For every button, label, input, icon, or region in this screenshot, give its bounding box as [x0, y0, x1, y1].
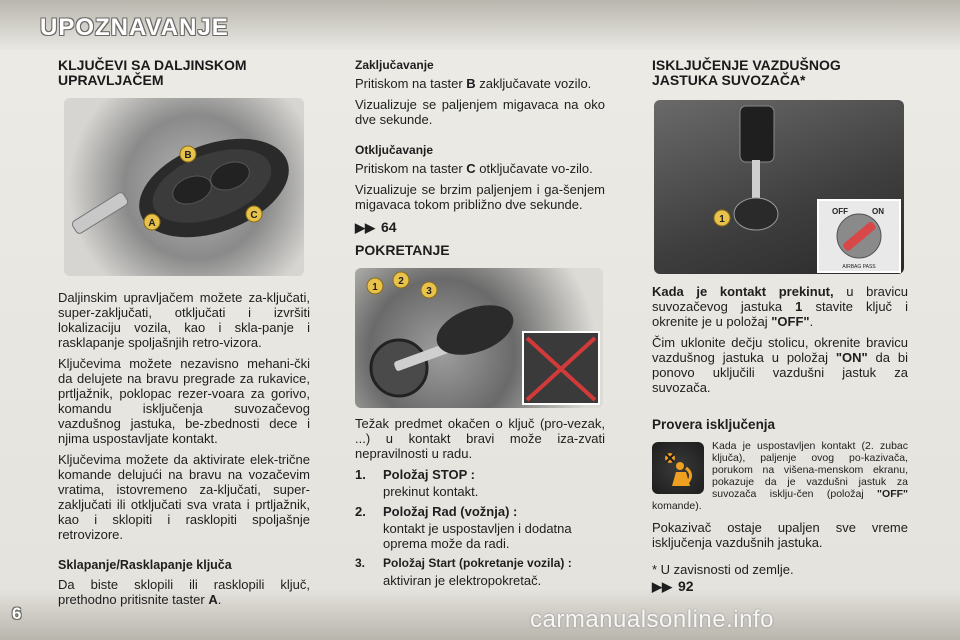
page-number: 6: [12, 604, 22, 623]
section-title-airbag: ISKLJUČENJE VAZDUŠNOG JASTUKA SUVOZAČA*: [652, 57, 841, 88]
ignition-label-3: 3: [426, 286, 432, 297]
check-block: [652, 440, 908, 512]
position-list: [355, 467, 605, 588]
key-label-a: A: [148, 218, 156, 229]
remote-key-illustration: [64, 98, 304, 276]
check-title: Provera isključenja: [652, 417, 776, 432]
lock-text: Pritiskom na taster B zaključavate vozilo.: [355, 76, 592, 91]
airbag-switch-photo: [654, 100, 904, 274]
position-item-1: 1. Položaj STOP :: [355, 467, 475, 482]
key-label-c: C: [250, 210, 258, 221]
airbag-paragraph-3: Pokazivač ostaje upaljen sve vreme isključenja vazdušnih jastuka.: [652, 520, 908, 550]
column-lock-start: [355, 58, 605, 588]
fold-text: Da biste sklopili ili rasklopili ključ, prethodno pritisnite taster A.: [58, 577, 310, 607]
page-title: UPOZNAVANJE: [40, 14, 229, 41]
double-arrow-icon: ▶▶: [355, 220, 375, 235]
unlock-text: Pritiskom na taster C otključavate vo-zilo.: [355, 161, 593, 176]
double-arrow-icon: ▶▶: [652, 579, 672, 594]
ignition-illustration: [355, 268, 603, 408]
keys-paragraph-3: Ključevima možete da aktivirate elek-trične komande delujući na bravu na vozačevim vratima, istovremeno za-ključati, super-zaključati ili otključati sva vrata i prtljažnik, kao i sklopiti i rasklopiti spoljašnje retrovizore.: [58, 452, 310, 542]
keys-paragraph-1: Daljinskim upravljačem možete za-ključati, super-zaključati, otključati i izvršiti lokalizaciju vozila, kao i skla-panje i rasklapanje spoljašnjih retro-vizora.: [58, 290, 310, 350]
position-desc-2: kontakt je uspostavljen i dodatna oprema može da radi.: [383, 521, 572, 551]
switch-off-label: OFF: [832, 207, 848, 216]
airbag-paragraph-2: Čim uklonite dečju stolicu, okrenite bravicu vazdušnog jastuka u položaj "ON" da bi ponovo uključili vazdušni jastuk za suvozača.: [652, 335, 908, 395]
column-airbag: [652, 58, 908, 594]
airbag-paragraph-1: Kada je kontakt prekinut, u bravicu suvozačevog jastuka 1 stavite ključ i okrenite je u položaj "OFF".: [652, 284, 909, 329]
section-title-keys: KLJUČEVI SA DALJINSKOM UPRAVLJAČEM: [58, 57, 247, 88]
position-item-2: 2. Položaj Rad (vožnja) :: [355, 504, 518, 519]
fold-key-label: A: [208, 592, 218, 607]
switch-on-label: ON: [872, 207, 884, 216]
position-item-3: 3. Položaj Start (pokretanje vozila) :: [355, 556, 572, 570]
watermark-text: carmanualsonline.info: [530, 606, 774, 633]
airbag-switch-illustration: [654, 100, 904, 274]
fold-title: Sklapanje/Rasklapanje ključa: [58, 558, 232, 572]
check-text: Kada je uspostavljen kontakt (2. zubac ključa), paljenje ovog po-kazivača, porukom na višena-menskom ekranu, pokazuje da je vazdušni jastuk za suvozača isklju-čen (položaj "OFF" komande).: [652, 440, 908, 512]
ignition-label-2: 2: [398, 276, 404, 287]
airbag-photo-label-1: 1: [719, 214, 725, 225]
lock-key-label: B: [466, 76, 476, 91]
airbag-off-warning-icon: [652, 442, 704, 494]
ignition-photo: [355, 268, 603, 408]
start-text: Težak predmet okačen o ključ (pro-vezak, ...) u kontakt bravi može iza-zvati nepravilnosti u radu.: [355, 416, 605, 461]
unlock-title: Otključavanje: [355, 143, 434, 157]
unlock-text-2: Vizualizuje se brzim paljenjem i ga-šenjem migavaca tokom približno dve sekunde.: [355, 182, 605, 212]
lock-title: Zaključavanje: [355, 58, 434, 72]
position-desc-3: aktiviran je elektropokretač.: [383, 573, 542, 588]
footnote: * U zavisnosti od zemlje.: [652, 562, 794, 577]
key-photo: [64, 98, 304, 276]
start-title: POKRETANJE: [355, 242, 450, 258]
lock-text-2: Vizualizuje se paljenjem migavaca na oko dve sekunde.: [355, 97, 605, 127]
page-reference-92[interactable]: ▶▶ 92: [652, 578, 694, 594]
keys-paragraph-2: Ključevima možete nezavisno mehani-čki da delujete na bravu pregrade za rukavice, prtljažnik, poklopac rezer-voara za gorivo, komandu isključenja suvozačevog vazdušnog jastuka, be-zbednosti dece i njima uspostavljate kontakt.: [58, 356, 310, 446]
position-desc-1: prekinut kontakt.: [383, 484, 479, 499]
airbag-pass-label: AIRBAG PASS: [842, 264, 876, 270]
ignition-label-1: 1: [372, 282, 378, 293]
key-label-b: B: [184, 150, 192, 161]
column-keys: [58, 58, 310, 613]
page-reference-64[interactable]: ▶▶ 64: [355, 219, 397, 235]
unlock-key-label: C: [466, 161, 476, 176]
